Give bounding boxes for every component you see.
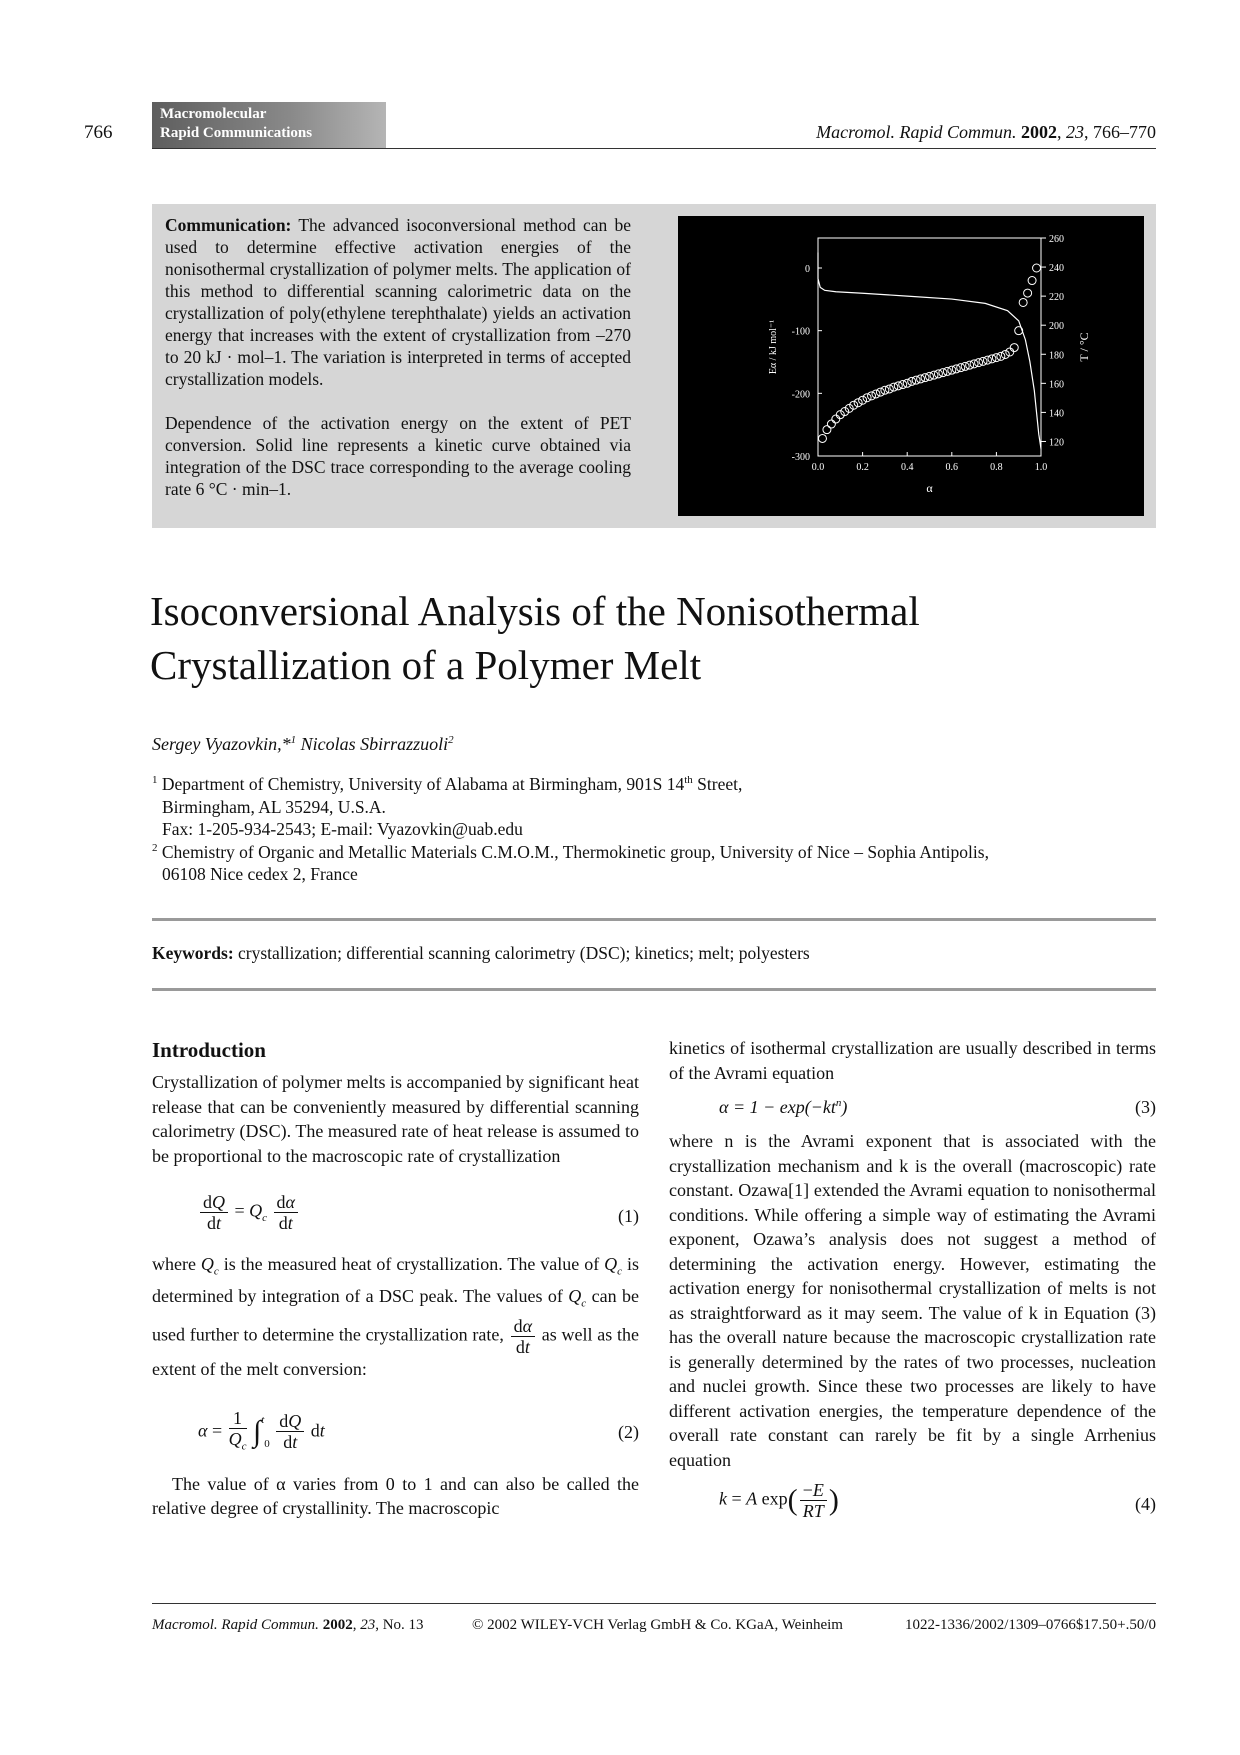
logo-line1: Macromolecular (160, 106, 267, 122)
running-head: Macromol. Rapid Commun. 2002, 23, 766–770 (816, 122, 1156, 142)
right-paragraph-2: where n is the Avrami exponent that is associated with the crystallization mechanism and k is the overall (macroscopic) rate constant. Ozawa[1] extended the Avrami equation to nonisothermal conditions. While offering a simple way of estimating the Avrami exponent, Ozawa’s analysis does not suggest a method of determining the activation energy. However, estimating the activation energy for nonisothermal crystallization of melts is not as straightforward as it may seem. The value of k in Equation (3) has the overall nature because the macroscopic crystallization rate is generally determined by the rates of two processes, nucleation and nuclei growth. Since these two processes are likely to have different activation energies, the temperature dependence of the overall rate constant can rarely be fit by a single Arrhenius equation (669, 1131, 1156, 1470)
data-point (868, 392, 876, 400)
y-tick-label: 0 (805, 264, 810, 275)
paragraph-1: Crystallization of polymer melts is accompanied by significant heat release that can be conveniently measured by differential scanning calorimetry (DSC). The measured rate of heat release is assumed to be proportional to the macroscopic rate of crystallization (152, 1072, 639, 1166)
paragraph-2: where $Q_c$ is the measured heat of crystallization. The value of $Q_c$ is determined by integration of a DSC peak. The values of $Q_c$ can be used further to determine the crystallization rate, $\frac{d\alpha}{dt}$ as well as the extent of the melt conversion: (152, 1254, 640, 1380)
footer-volume: 23 (360, 1617, 376, 1633)
keywords-rule-bottom (152, 988, 1156, 991)
equation-1-expr: $\frac{dQ}{dt}$ = $Q_c$ $\frac{d\alpha}{dt}$ (198, 1192, 300, 1233)
affiliation-1-line-2: Birmingham, AL 35294, U.S.A. (162, 796, 386, 817)
footer-year: 2002 (322, 1617, 353, 1633)
right-column (669, 1036, 1156, 1526)
affiliation-1-line-1 (152, 773, 1156, 796)
y2-tick-label: 220 (1049, 292, 1064, 304)
data-point (827, 420, 835, 428)
x-tick-label: 0.8 (990, 462, 1003, 473)
y2-tick-label: 240 (1049, 263, 1064, 275)
affiliation-2-line-2: 06108 Nice cedex 2, France (162, 864, 358, 884)
keywords-rule-top (152, 918, 1156, 921)
p2-part-c: is determined by integration of a DSC peak. The values of (152, 1254, 639, 1307)
data-point (1033, 264, 1041, 272)
y-tick-label: -200 (791, 389, 810, 401)
data-point (997, 352, 1005, 360)
x-tick-label: 0.4 (900, 462, 914, 473)
equation-1-number: (1) (618, 1206, 639, 1226)
data-point (1028, 277, 1036, 285)
p2-part-d: can be used further to determine the crystallization rate, (152, 1286, 640, 1345)
equation-4-number: (4) (1135, 1494, 1156, 1514)
affiliation-1-street: Street, (692, 774, 743, 794)
author-2: Nicolas Sbirrazzuoli (296, 734, 449, 754)
x-tick-label: 0.6 (945, 462, 959, 473)
equation-3 (669, 1089, 1156, 1129)
running-head-journal: Macromol. Rapid Commun. (816, 122, 1017, 142)
data-point (1024, 289, 1032, 297)
p2-part-e: as well as the extent of the melt conversion: (152, 1324, 640, 1380)
footer-citation: Macromol. Rapid Commun. 2002, 23, No. 13 (152, 1617, 424, 1633)
x-tick-label: 0.0 (811, 462, 825, 473)
keywords-label: Keywords: (152, 943, 234, 963)
y2-tick-label: 200 (1049, 321, 1064, 333)
figure-caption: Dependence of the activation energy on the extent of PET conversion. Solid line represents a kinetic curve obtained via integration of the DSC trace corresponding to the average cooling rate 6 °C · min–1. (165, 413, 631, 499)
y2-tick-label: 120 (1049, 437, 1064, 449)
right-paragraph-1: kinetics of isothermal crystallization are usually described in terms of the Avrami equation (669, 1038, 1156, 1083)
y2-tick-label: 140 (1049, 408, 1064, 420)
affiliation-2-text: Chemistry of Organic and Metallic Materials C.M.O.M., Thermokinetic group, University of Nice – Sophia Antipolis, (157, 841, 989, 862)
author-1-mark: 1 (290, 734, 297, 746)
data-point (818, 434, 826, 442)
affiliation-1-mark: 1 (152, 774, 158, 787)
y2-tick-label: 180 (1049, 350, 1064, 362)
data-point (1019, 298, 1027, 306)
running-head-pages: , 766–770 (1084, 122, 1156, 142)
author-2-mark: 2 (448, 734, 454, 746)
data-point (1010, 344, 1018, 352)
x-tick-label: 1.0 (1034, 462, 1048, 473)
equation-2 (152, 1390, 639, 1472)
footer-copyright: © 2002 WILEY-VCH Verlag GmbH & Co. KGaA, Weinheim (472, 1617, 843, 1633)
affiliation-2-mark: 2 (152, 841, 158, 854)
data-point (823, 426, 831, 434)
chart (678, 216, 1144, 516)
p2-part-a: where (152, 1254, 201, 1274)
journal-logo (152, 102, 386, 148)
x-axis-label: α (926, 481, 933, 495)
article-title: Isoconversional Analysis of the Nonisothermal Crystallization of a Polymer Melt (150, 588, 920, 688)
y2-axis-label: T / °C (1077, 332, 1091, 362)
abstract-text (165, 214, 631, 522)
footer-rule (152, 1603, 1156, 1604)
abstract-figure (678, 216, 1144, 516)
y-axis-label: Eα / kJ mol⁻¹ (768, 319, 779, 375)
footer-journal: Macromol. Rapid Commun. (152, 1617, 319, 1633)
equation-3-end: ) (841, 1097, 848, 1117)
equation-3-sup: n (835, 1097, 842, 1109)
affiliation-1-sup: th (684, 774, 693, 787)
abstract-label: Communication: (165, 215, 292, 235)
y2-tick-label: 160 (1049, 379, 1064, 391)
equation-3-number: (3) (1135, 1097, 1156, 1117)
header-rule (152, 148, 1156, 149)
authors (152, 734, 454, 755)
affiliation-1-text: Department of Chemistry, University of Alabama at Birmingham, 901S 14 (157, 774, 685, 794)
logo-line2: Rapid Communications (160, 125, 313, 141)
affiliation-1-contact: Fax: 1-205-934-2543; E-mail: Vyazovkin@uab.edu (162, 819, 523, 839)
affiliations (152, 773, 1156, 886)
equation-3-text: α = 1 − exp(−kt (719, 1097, 836, 1117)
author-1: Sergey Vyazovkin,* (152, 734, 291, 754)
keywords (152, 943, 810, 964)
running-head-volume: 23 (1066, 122, 1084, 142)
section-heading: Introduction (152, 1038, 266, 1062)
abstract-body: The advanced isoconversional method can be used to determine effective activation energies of the nonisothermal crystallization of polymer melts. The application of this method to differential scanning calorimetric data on the crystallization of poly(ethylene terephthalate) yields an activation energy that increases with the extent of crystallization from –270 to 20 kJ · mol–1. The variation is interpreted in terms of accepted crystallization models. (165, 215, 631, 389)
keywords-text: crystallization; differential scanning calorimetry (DSC); kinetics; melt; polyesters (233, 943, 810, 963)
footer-code: 1022-1336/2002/1309–0766$17.50+.50/0 (905, 1617, 1156, 1633)
plot-frame (818, 238, 1041, 456)
y-tick-label: -300 (791, 452, 810, 463)
data-point (832, 415, 840, 423)
x-tick-label: 0.2 (856, 462, 869, 473)
equation-2-expr: α = $\frac{1}{Q_c}$ ∫$^t$0 $\frac{dQ}{dt}$ dt (198, 1407, 325, 1453)
data-point (876, 388, 884, 396)
left-column (152, 1036, 639, 1521)
equation-4-expr: k = A exp( $\frac{-E}{RT}$ ) (719, 1480, 839, 1521)
equation-4 (669, 1476, 1156, 1526)
page-number: 766 (84, 122, 113, 143)
data-point (885, 385, 893, 393)
affiliation-2-line-1 (152, 841, 1156, 864)
data-point (903, 379, 911, 387)
running-head-year: 2002 (1021, 122, 1057, 142)
y2-tick-label: 260 (1049, 234, 1064, 245)
y-tick-label: -100 (791, 326, 810, 338)
paragraph-3: The value of α varies from 0 to 1 and can also be called the relative degree of crystallinity. The macroscopic (152, 1473, 639, 1519)
equation-3-expr (719, 1095, 847, 1120)
equation-2-number: (2) (618, 1421, 639, 1442)
data-point (872, 390, 880, 398)
p2-part-b: is the measured heat of crystallization. The value of (218, 1254, 605, 1274)
footer-issue: , No. 13 (375, 1617, 424, 1633)
equation-1 (152, 1174, 639, 1252)
